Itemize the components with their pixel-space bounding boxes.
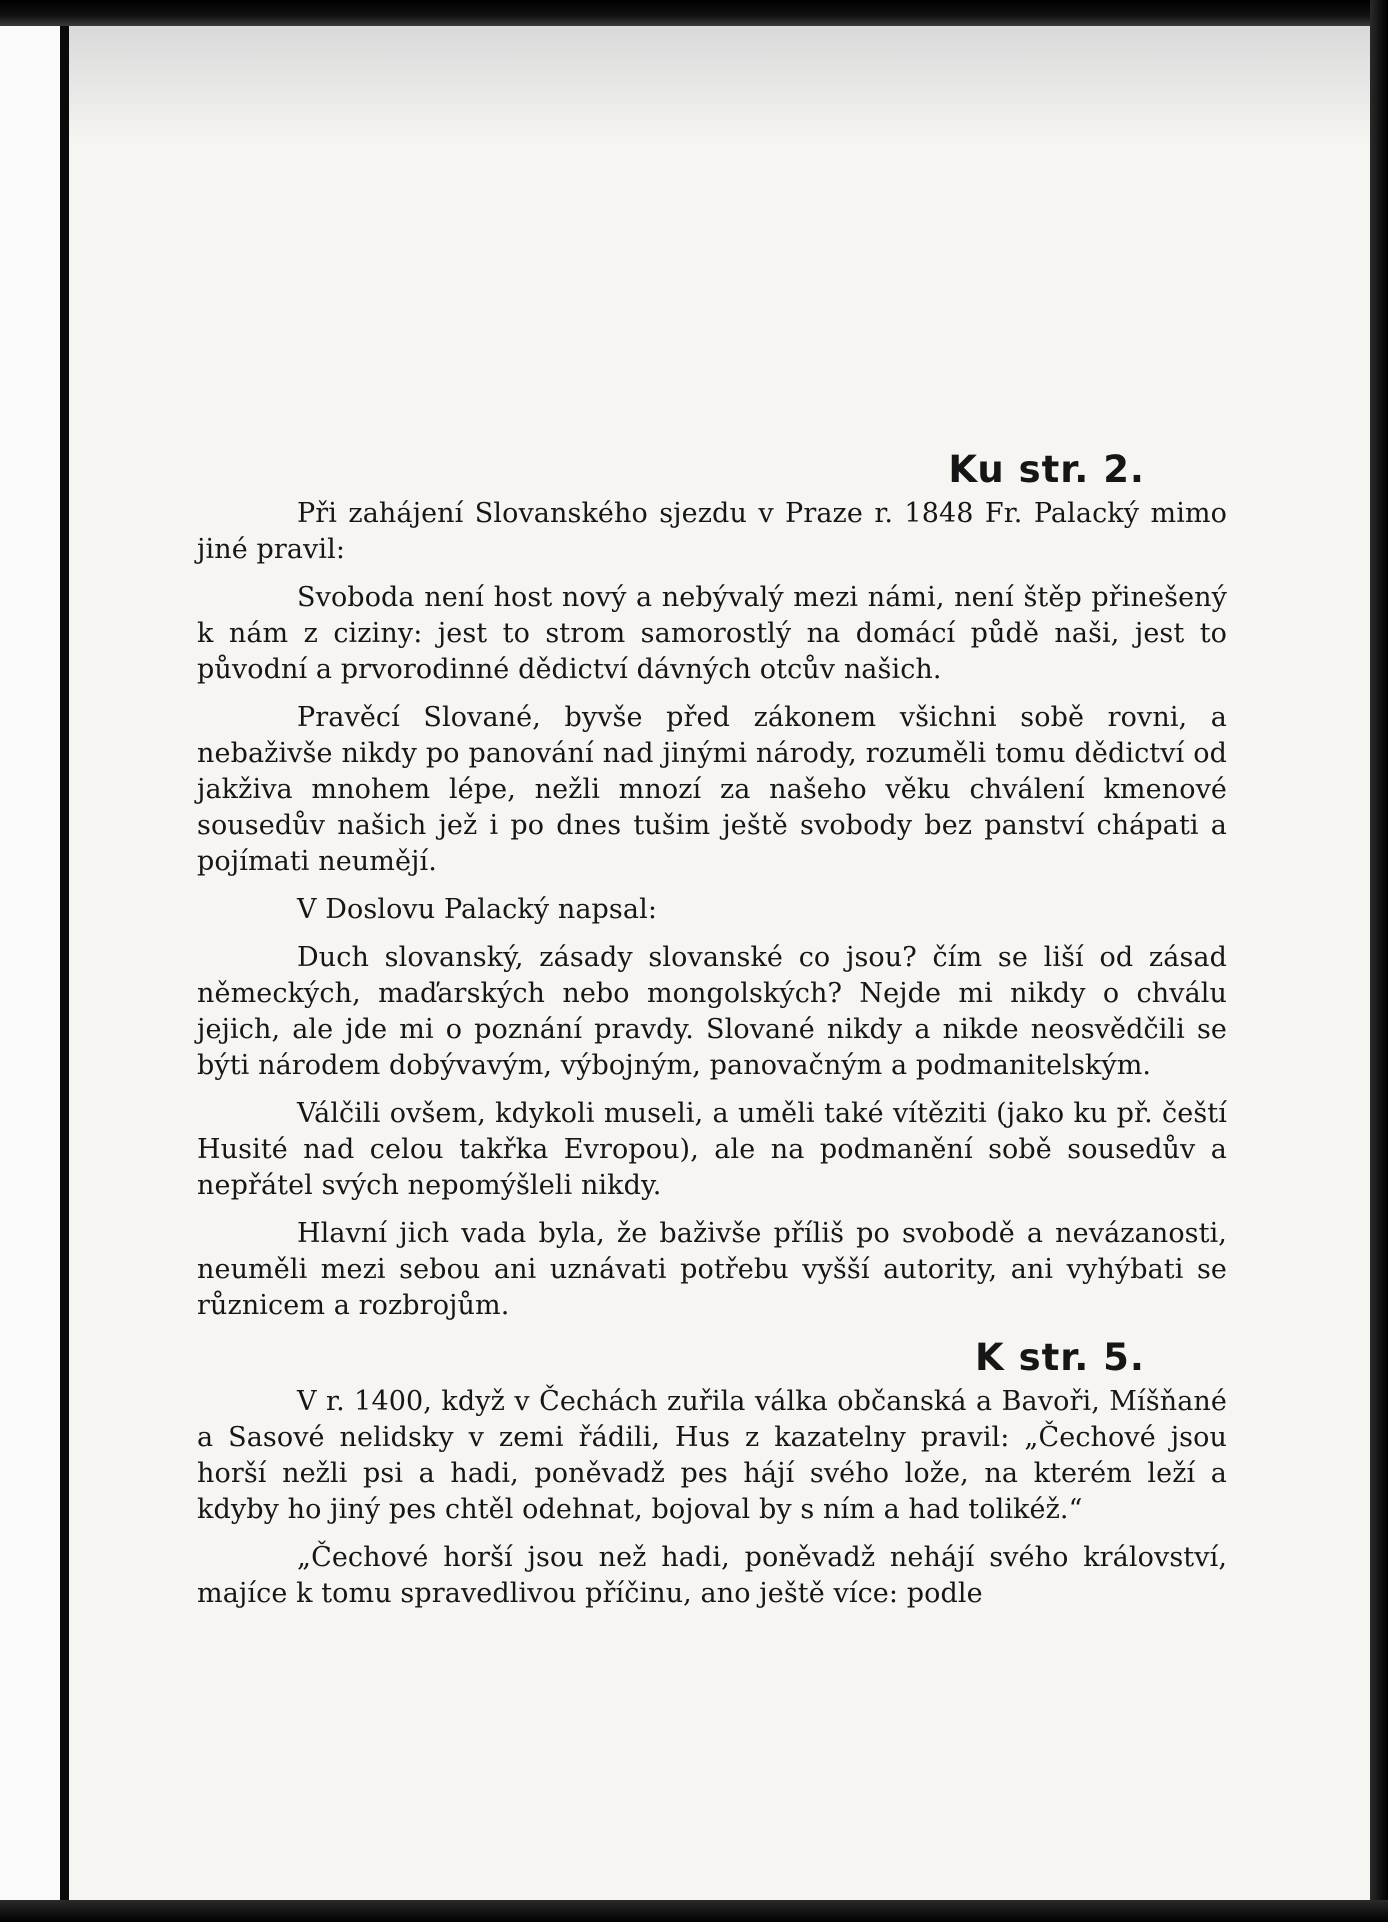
paragraph: Svoboda není host nový a nebývalý mezi námi, není štěp přinešený k nám z ciziny: jest to strom samorostlý na domácí půdě naši, jest to původní a prvorodinné dědictví dávných otcův našich.	[197, 582, 1227, 685]
paragraph: Duch slovanský, zásady slovanské co jsou? čím se liší od zásad německých, maďarských nebo mongolských? Nejde mi nikdy o chválu jejich, ale jde mi o poznání pravdy. Slované nikdy a nikde neosvědčili se býti národem dobývavým, výbojným, panovačným a podmanitelským.	[197, 942, 1227, 1081]
scan-edge-bottom	[0, 1900, 1388, 1922]
paragraph: Pravěcí Slované, byvše před zákonem všichni sobě rovni, a nebaživše nikdy po panování nad jinými národy, rozuměli tomu dědictví od jakživa mnohem lépe, nežli mnozí za našeho věku chválení kmenové sousedův našich jež i po dnes tušim ještě svobody bez panství chápati a pojímati neumějí.	[197, 702, 1227, 877]
scan-edge-right	[1370, 0, 1388, 1922]
left-margin	[0, 0, 60, 1922]
paragraph: Hlavní jich vada byla, že baživše příliš po svobodě a nevázanosti, neuměli mezi sebou ani uznávati potřebu vyšší autority, ani vyhýbati se různicem a rozbrojům.	[197, 1218, 1227, 1321]
page-text	[197, 448, 1227, 1612]
top-shadow	[69, 26, 1370, 146]
paragraph: Při zahájení Slovanského sjezdu v Praze r. 1848 Fr. Palacký mimo jiné pravil:	[197, 498, 1227, 565]
paragraph: „Čechové horší jsou než hadi, poněvadž nehájí svého království, majíce k tomu spravedlivou příčinu, ano ještě více: podle	[197, 1542, 1227, 1609]
section-heading-str-5: K str. 5.	[975, 1336, 1145, 1379]
section-heading-str-2: Ku str. 2.	[948, 448, 1145, 491]
paragraph: V Doslovu Palacký napsal:	[297, 894, 658, 925]
binding-spine	[60, 0, 69, 1922]
scan-edge-top	[0, 0, 1388, 26]
paragraph: V r. 1400, když v Čechách zuřila válka občanská a Bavoři, Míšňané a Sasové nelidsky v zemi řádili, Hus z kazatelny pravil: „Čechové jsou horší nežli psi a hadi, poněvadž pes hájí svého lože, na kterém leží a kdyby ho jiný pes chtěl odehnat, bojoval by s ním a had tolikéž.“	[197, 1386, 1227, 1525]
paragraph: Válčili ovšem, kdykoli museli, a uměli také vítěziti (jako ku př. čeští Husité nad celou takřka Evropou), ale na podmanění sobě sousedův a nepřátel svých nepomýšleli nikdy.	[197, 1098, 1227, 1201]
